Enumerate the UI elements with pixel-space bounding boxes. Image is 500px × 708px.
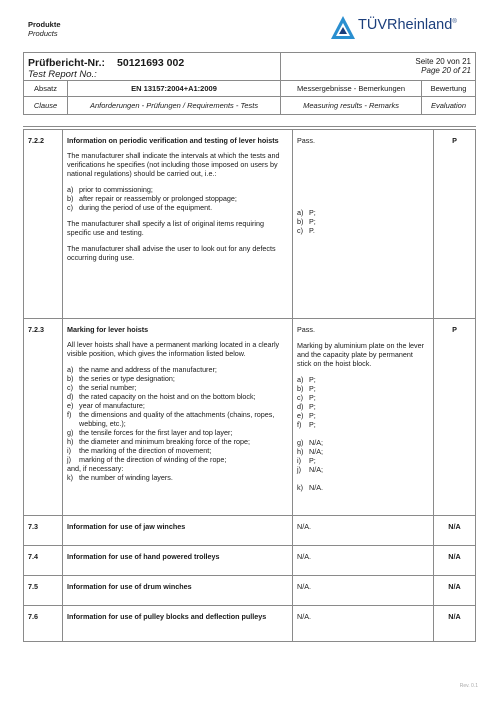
report-label-en: Test Report No.: (28, 69, 97, 80)
list-item: a) prior to commissioning; (67, 185, 153, 194)
table-row (24, 516, 476, 546)
list-item: h) the diameter and minimum breaking force of the rope; (67, 437, 250, 446)
evaluation-cell: P (434, 319, 476, 516)
result-note: Marking by aluminium plate on the lever and the capacity plate by permanent stick on the hoist block. (297, 341, 425, 368)
list-item: i) the marking of the direction of movement; (67, 446, 212, 455)
requirement-title: Information for use of drum winches (63, 576, 293, 606)
list-item: f) the dimensions and quality of the attachments (chains, ropes, webbing, etc.); (67, 410, 275, 428)
produkte-en: Products (28, 29, 58, 38)
result-text: Pass. (297, 325, 315, 334)
col-bewertung: Bewertung (422, 81, 476, 97)
requirements-table (23, 129, 476, 642)
produkte-de: Produkte (28, 20, 61, 29)
result-item: f) P; (297, 420, 316, 429)
requirement-title: Information for use of hand powered trolleys (63, 546, 293, 576)
requirement-title: Information for use of jaw winches (63, 516, 293, 546)
requirement-cell (63, 319, 293, 516)
requirement-text: The manufacturer shall indicate the intervals at which the tests and verifications he specifies (not including those imposed on users by national regulations) should be carried out, i.e.: (67, 151, 280, 178)
registered-mark: ® (452, 19, 457, 26)
col-requirements: Anforderungen - Prüfungen / Requirements - Tests (68, 97, 281, 115)
tuv-rheinland-logo (330, 14, 478, 42)
clause-number: 7.6 (24, 606, 63, 642)
products-label (28, 20, 61, 38)
clause-number: 7.3 (24, 516, 63, 546)
result-item: a) P; (297, 375, 316, 384)
list-item: e) year of manufacture; (67, 401, 145, 410)
col-results-en: Measuring results - Remarks (281, 97, 422, 115)
divider (23, 126, 476, 127)
evaluation-cell: N/A (434, 546, 476, 576)
list-item: c) during the period of use of the equipment. (67, 203, 213, 212)
evaluation-cell: N/A (434, 576, 476, 606)
list-item: k) the number of winding layers. (67, 473, 173, 482)
clause-number: 7.5 (24, 576, 63, 606)
table-row (24, 130, 476, 319)
list-item: b) after repair or reassembly or prolonged stoppage; (67, 194, 237, 203)
list-item: a) the name and address of the manufacturer; (67, 365, 217, 374)
requirement-title: Information for use of pulley blocks and deflection pulleys (63, 606, 293, 642)
result-cell (293, 319, 434, 516)
result-item: j) N/A; (297, 465, 323, 474)
logo-text: TÜVRheinland (358, 17, 453, 33)
table-row (24, 606, 476, 642)
evaluation-cell: N/A (434, 606, 476, 642)
result-item: h) N/A; (297, 447, 323, 456)
result-item: e) P; (297, 411, 316, 420)
result-cell (293, 130, 434, 319)
result-item: c) P; (297, 393, 316, 402)
col-evaluation: Evaluation (422, 97, 476, 115)
col-absatz: Absatz (24, 81, 68, 97)
requirement-text: All lever hoists shall have a permanent marking located in a clearly visible position, which gives the information listed below. (67, 340, 280, 358)
clause-number: 7.4 (24, 546, 63, 576)
result-text: N/A. (293, 516, 434, 546)
requirement-title: Information on periodic verification and testing of lever hoists (67, 136, 279, 145)
page-number-en: Page 20 of 21 (421, 66, 471, 75)
evaluation-cell: N/A (434, 516, 476, 546)
result-text: N/A. (293, 606, 434, 642)
page-number-de: Seite 20 von 21 (415, 57, 471, 66)
table-row (24, 546, 476, 576)
list-item: d) the rated capacity on the hoist and on the bottom block; (67, 392, 256, 401)
result-item: c) P. (297, 226, 315, 235)
table-row (24, 319, 476, 516)
requirement-title: Marking for lever hoists (67, 325, 149, 334)
result-text: N/A. (293, 546, 434, 576)
result-text: Pass. (297, 136, 315, 145)
clause-number: 7.2.3 (24, 319, 63, 516)
evaluation-cell: P (434, 130, 476, 319)
result-item: b) P; (297, 217, 316, 226)
result-item: k) N/A. (297, 483, 323, 492)
page-cell (281, 53, 476, 81)
result-item: i) P; (297, 456, 316, 465)
report-number-cell (24, 53, 281, 81)
clause-number: 7.2.2 (24, 130, 63, 319)
if-necessary-label: and, if necessary: (67, 464, 124, 473)
list-item: c) the serial number; (67, 383, 137, 392)
requirement-cell (63, 130, 293, 319)
standard-label: EN 13157:2004+A1:2009 (68, 81, 281, 97)
col-clause: Clause (24, 97, 68, 115)
footer-revision: Rev. 0.1 (459, 683, 478, 689)
result-item: b) P; (297, 384, 316, 393)
result-item: g) N/A; (297, 438, 323, 447)
report-header-table (23, 52, 476, 115)
result-text: N/A. (293, 576, 434, 606)
result-item: a) P; (297, 208, 316, 217)
list-item: b) the series or type designation; (67, 374, 175, 383)
triangle-logo-icon (330, 15, 356, 41)
report-number: 50121693 002 (117, 57, 185, 69)
table-row (24, 576, 476, 606)
report-label-de: Prüfbericht-Nr.: (28, 57, 106, 69)
col-results-de: Messergebnisse - Bemerkungen (281, 81, 422, 97)
list-item: j) marking of the direction of winding of the rope; (67, 455, 227, 464)
result-item: d) P; (297, 402, 316, 411)
requirement-text: The manufacturer shall specify a list of original items requiring specific use and testing. (67, 219, 264, 237)
list-item: g) the tensile forces for the first layer and top layer; (67, 428, 233, 437)
requirement-text: The manufacturer shall advise the user to look out for any defects occurring during use. (67, 244, 276, 262)
